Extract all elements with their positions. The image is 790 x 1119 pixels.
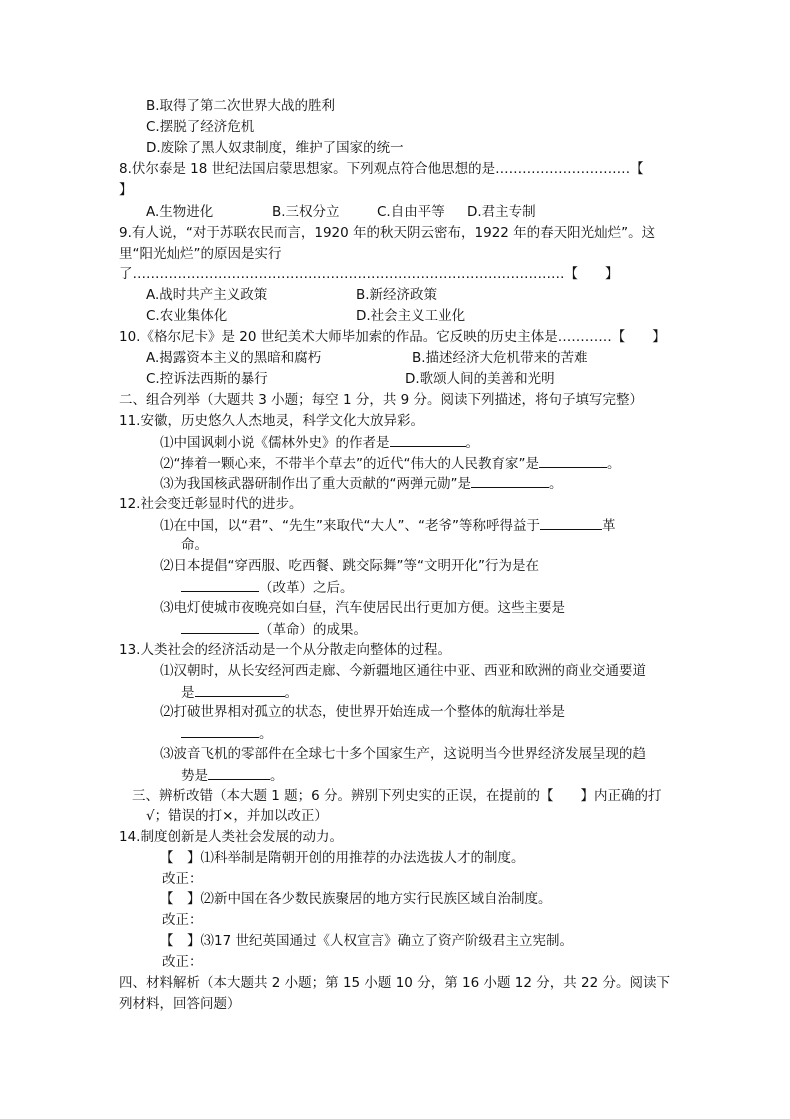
answer-blank[interactable] [181,723,259,738]
q14-stem: 14.制度创新是人类社会发展的动力。 [119,829,343,845]
q13-sub1-cont [181,682,298,703]
q13-sub1-text: ⑴汉朝时，从长安经河西走廊、今新疆地区通往中亚、西亚和欧洲的商业交通要道 [160,663,646,679]
q12-sub2-tail: （改革）之后。 [259,580,354,596]
q12-sub2-text: ⑵日本提倡“穿西服、吃西餐、跳交际舞”等“文明开化”行为是在 [160,558,539,574]
q7-option-d: D.废除了黑人奴隶制度，维护了国家的统一 [146,140,404,156]
q9-option-a: A.战时共产主义政策 [146,287,268,303]
q10-option-b: B.描述经济大危机带来的苦难 [412,350,588,366]
q12-sub3-tail: （革命）的成果。 [259,622,367,638]
q12-sub2-cont [181,577,354,598]
q13-sub2-cont [181,723,273,744]
q13-sub2-text: ⑵打破世界相对孤立的状态，使世界开始连成一个整体的航海壮举是 [160,704,565,720]
q11-sub2-end: 。 [606,456,621,472]
q7-option-b: B.取得了第二次世界大战的胜利 [146,98,336,114]
section4-heading-line2: 列材料，回答问题） [119,996,241,1012]
q9-option-c: C.农业集体化 [146,308,228,324]
q9-option-b: B.新经济政策 [356,287,438,303]
answer-blank[interactable] [539,453,607,468]
q10-stem: 10.《格尔尼卡》是 20 世纪美术大师毕加索的作品。它反映的历史主体是…………【 】 [119,329,666,345]
q12-sub1-tail: 革 [601,518,616,534]
q12-sub1-cont: 命。 [181,537,208,553]
q12-sub3-cont [181,619,367,640]
section3-heading-line1: 三、辨析改错（本大题 1 题；6 分。辨别下列史实的正误，在提前的【 】内正确的打 [132,788,662,804]
q11-stem: 11.安徽，历史悠久人杰地灵，科学文化大放异彩。 [119,413,424,429]
q14-fix3-label: 改正： [162,954,203,970]
q14-sub1: 【 】⑴科举制是隋朝开创的用推荐的办法选拔人才的制度。 [160,850,525,866]
q9-option-d: D.社会主义工业化 [356,308,466,324]
q13-stem: 13.人类社会的经济活动是一个从分散走向整体的过程。 [119,642,451,658]
q9-stem-line3: 了……………………………………………………………………………………【 】 [119,266,619,282]
q7-option-c: C.摆脱了经济危机 [146,119,255,135]
q13-sub3-end: 。 [270,768,284,784]
q14-sub2: 【 】⑵新中国在各少数民族聚居的地方实行民族区域自治制度。 [160,891,552,907]
q8-option-d: D.君主专制 [467,204,536,220]
q14-sub3: 【 】⑶17 世纪英国通过《人权宣言》确立了资产阶级君主立宪制。 [160,933,573,949]
q8-option-a: A.生物进化 [146,204,214,220]
q12-sub1 [160,515,615,536]
q13-sub2-end: 。 [259,726,273,742]
section2-heading: 二、组合列举（大题共 3 小题；每空 1 分，共 9 分。阅读下列描述，将句子填写完整） [119,392,644,408]
q11-sub3-end: 。 [549,476,563,492]
answer-blank[interactable] [390,432,466,447]
q13-sub3-text: ⑶波音飞机的零部件在全球七十多个国家生产，这说明当今世界经济发展呈现的趋 [160,746,646,762]
q8-option-b: B.三权分立 [272,204,340,220]
q10-option-c: C.控诉法西斯的暴行 [146,371,268,387]
q11-sub1-end: 。 [465,435,479,451]
section4-heading-line1: 四、材料解析（本大题共 2 小题；第 15 小题 10 分，第 16 小题 12 分，共 22 分。阅读下 [119,975,670,991]
answer-blank[interactable] [195,682,285,697]
q10-option-d: D.歌颂人间的美善和光明 [405,371,555,387]
answer-blank[interactable] [181,577,259,592]
q11-sub1-text: ⑴中国讽刺小说《儒林外史》的作者是 [160,435,390,451]
q12-stem: 12.社会变迁彰显时代的进步。 [119,496,303,512]
q13-sub1-end: 。 [284,685,298,701]
q9-stem-line1: 9.有人说，“对于苏联农民而言，1920 年的秋天阴云密布，1922 年的春天阳光灿烂”。这 [119,225,656,241]
q11-sub1 [160,432,479,453]
answer-blank[interactable] [181,619,259,634]
q14-fix2-label: 改正： [162,912,203,928]
q13-sub3-cont [181,765,284,786]
answer-blank[interactable] [208,765,270,780]
q11-sub2-text: ⑵“捧着一颗心来，不带半个草去”的近代“伟大的人民教育家”是 [160,456,539,472]
q11-sub3 [160,473,563,494]
q9-stem-line2: 里“阳光灿烂”的原因是实行 [119,246,282,262]
q11-sub3-text: ⑶为我国核武器研制作出了重大贡献的“两弹元勋”是 [160,476,471,492]
q13-sub1-lead: 是 [181,685,195,701]
answer-blank[interactable] [471,473,549,488]
q11-sub2 [160,453,620,474]
answer-blank[interactable] [540,515,602,530]
q12-sub3-text: ⑶电灯使城市夜晚亮如白昼，汽车使居民出行更加方便。这些主要是 [160,600,565,616]
q8-stem-end: 】 [119,182,133,198]
q12-sub1-text: ⑴在中国，以“君”、“先生”来取代“大人”、“老爷”等称呼得益于 [160,518,540,534]
q14-fix1-label: 改正： [162,871,203,887]
section3-heading-line2: √；错误的打×，并加以改正） [146,808,328,824]
q10-option-a: A.揭露资本主义的黑暗和腐朽 [146,350,322,366]
q13-sub3-lead: 势是 [181,768,208,784]
q8-stem: 8.伏尔泰是 18 世纪法国启蒙思想家。下列观点符合他思想的是…………………………【 [119,161,644,177]
q8-option-c: C.自由平等 [377,204,445,220]
